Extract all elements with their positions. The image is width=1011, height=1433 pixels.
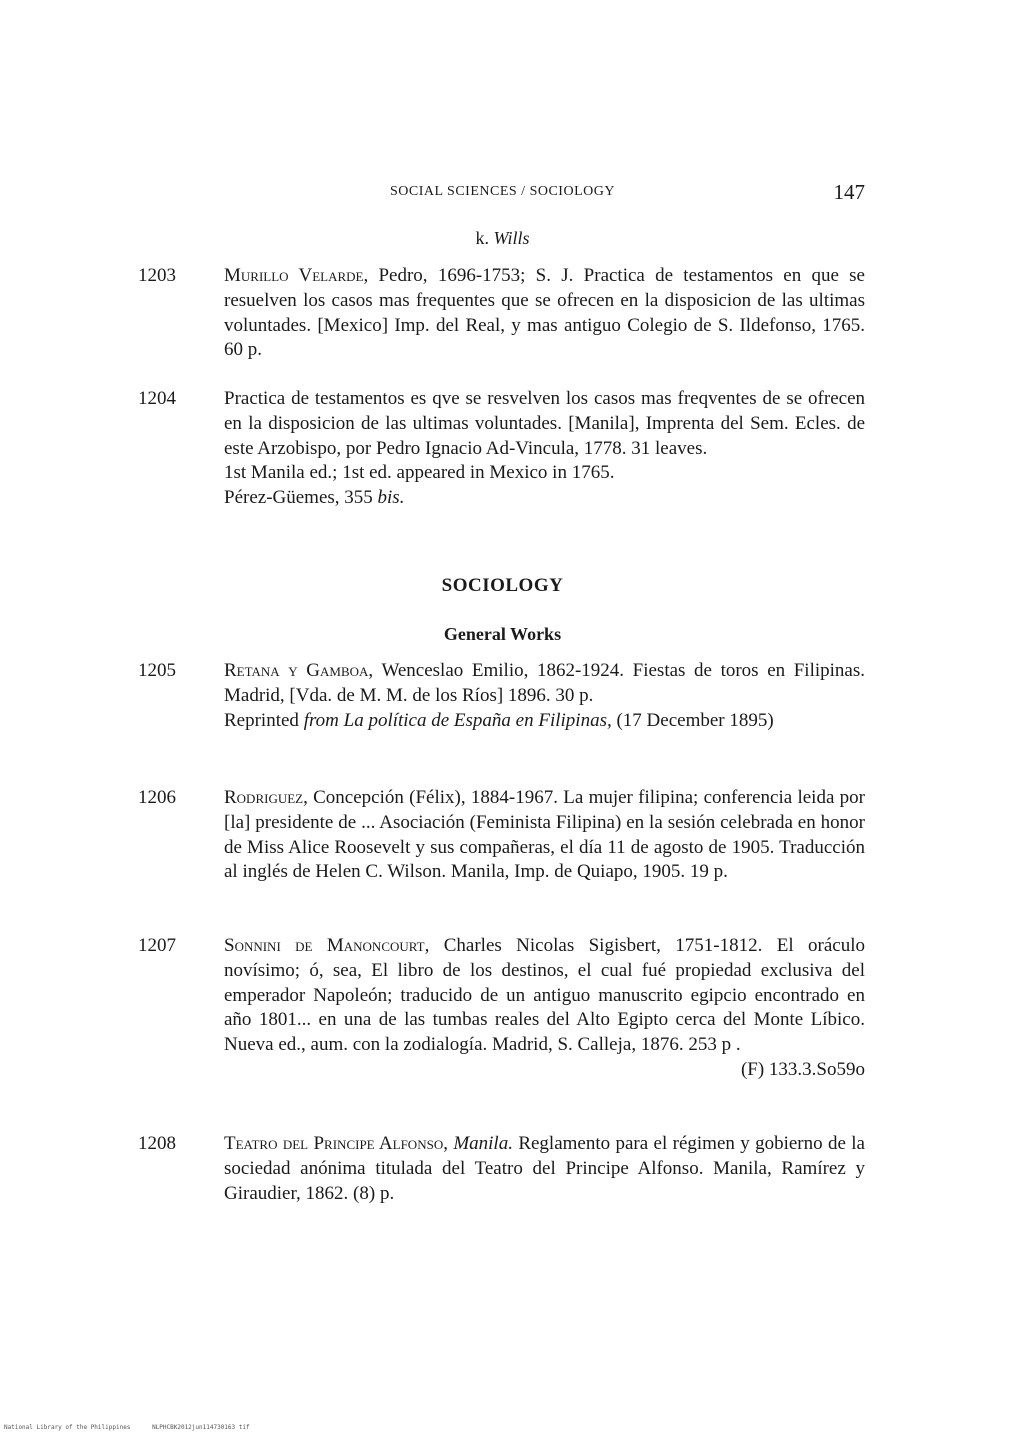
entry-author: Rodriguez, bbox=[224, 787, 308, 808]
subsection-heading bbox=[140, 228, 865, 249]
entry-note bbox=[224, 486, 865, 511]
bib-entry-1203 bbox=[138, 264, 865, 363]
entry-author: Retana y Gamboa, bbox=[224, 660, 374, 681]
running-title: SOCIAL SCIENCES / SOCIOLOGY bbox=[390, 184, 615, 199]
entry-note-italic: bis. bbox=[377, 487, 405, 509]
entry-number: 1207 bbox=[138, 935, 176, 956]
entry-number: 1204 bbox=[138, 388, 176, 409]
group-heading: General Works bbox=[443, 624, 562, 644]
entry-note-text: (17 December 1895) bbox=[611, 709, 774, 731]
footer-institution: National Library of the Philippines bbox=[4, 1424, 131, 1431]
entry-author: Sonnini de Manoncourt, bbox=[224, 935, 430, 956]
entry-note: 1st Manila ed.; 1st ed. appeared in Mexico in 1765. bbox=[224, 462, 615, 484]
entry-body bbox=[224, 1132, 865, 1206]
running-head bbox=[140, 180, 865, 206]
entry-number: 1203 bbox=[138, 265, 176, 286]
entry-text: Charles Nicolas Sigisbert, 1751-1812. El oráculo novísimo; ó, sea, El libro de los destinos, el cual fué propiedad exclusiva del emperador Napoleón; traducido de un antiguo manuscrito egipcio encontrado en año 1801... en una de las tumbas reales del Alto Egipto cerca del Monte Líbico. Nueva ed., aum. con la zodialogía. Madrid, S. Calleja, 1876. 253 p . bbox=[224, 935, 865, 1056]
entry-number: 1206 bbox=[138, 787, 176, 808]
bib-entry-1205 bbox=[138, 659, 865, 733]
entry-text: Practica de testamentos es qve se resvelven los casos mas freqventes de se ofrecen en la disposicion de las ultimas voluntades. [Manila], Imprenta del Sem. Ecles. de este Arzobispo, por Pedro Ignacio Ad-Vincula, 1778. 31 leaves. bbox=[224, 388, 865, 459]
entry-body bbox=[224, 264, 865, 363]
subsection-name: Wills bbox=[493, 228, 530, 248]
entry-number: 1208 bbox=[138, 1133, 176, 1154]
entry-text: Pedro, 1696-1753; S. J. Practica de testamentos en que se resuelven los casos mas frequentes que se ofrecen en la disposicion de las ultimas voluntades. [Mexico] Imp. del Real, y mas antiguo Colegio de S. Ildefonso, 1765. 60 p. bbox=[224, 265, 865, 361]
entry-text: Reglamento para el régimen y gobierno de la sociedad anónima titulada del Teatro del Principe Alfonso. Manila, Ramírez y Giraudier, 1862. (8) p. bbox=[224, 1133, 865, 1204]
subsection-letter: k. bbox=[475, 228, 489, 248]
entry-note-text: Pérez-Güemes, 355 bbox=[224, 487, 378, 509]
entry-number: 1205 bbox=[138, 660, 176, 681]
entry-body bbox=[224, 786, 865, 885]
entry-note-text: Reprinted bbox=[224, 709, 304, 731]
entry-text: Wenceslao Emilio, 1862-1924. Fiestas de toros en Filipinas. Madrid, [Vda. de M. M. de los Ríos] 1896. 30 p. bbox=[224, 660, 865, 706]
footer-file-id: NLPHCBK2012jun114730163 tif bbox=[152, 1424, 250, 1431]
bib-entry-1206 bbox=[138, 786, 865, 885]
bib-entry-1207 bbox=[138, 934, 865, 1083]
entry-body bbox=[224, 934, 865, 1083]
entry-note-italic: from La política de España en Filipinas, bbox=[303, 709, 612, 731]
page-number: 147 bbox=[833, 180, 865, 204]
entry-text: Concepción (Félix), 1884-1967. La mujer filipina; conferencia leida por [la] presidente de ... Asociación (Feminista Filipina) en la sesión celebrada en honor de Miss Alice Roosevelt y sus compañeras, el día 11 de agosto de 1905. Traducción al inglés de Helen C. Wilson. Manila, Imp. de Quiapo, 1905. 19 p. bbox=[224, 787, 865, 883]
bib-entry-1208 bbox=[138, 1132, 865, 1206]
entry-note bbox=[224, 709, 865, 734]
entry-body bbox=[224, 659, 865, 733]
bib-entry-1204 bbox=[138, 387, 865, 511]
entry-author: Teatro del Principe Alfonso, bbox=[224, 1133, 448, 1154]
entry-body bbox=[224, 387, 865, 511]
entry-author-place: Manila. bbox=[447, 1133, 513, 1154]
call-number: (F) 133.3.So59o bbox=[740, 1058, 865, 1080]
scan-footer bbox=[4, 1424, 268, 1431]
entry-author: Murillo Velarde, bbox=[224, 265, 369, 286]
section-heading: SOCIOLOGY bbox=[441, 575, 564, 596]
